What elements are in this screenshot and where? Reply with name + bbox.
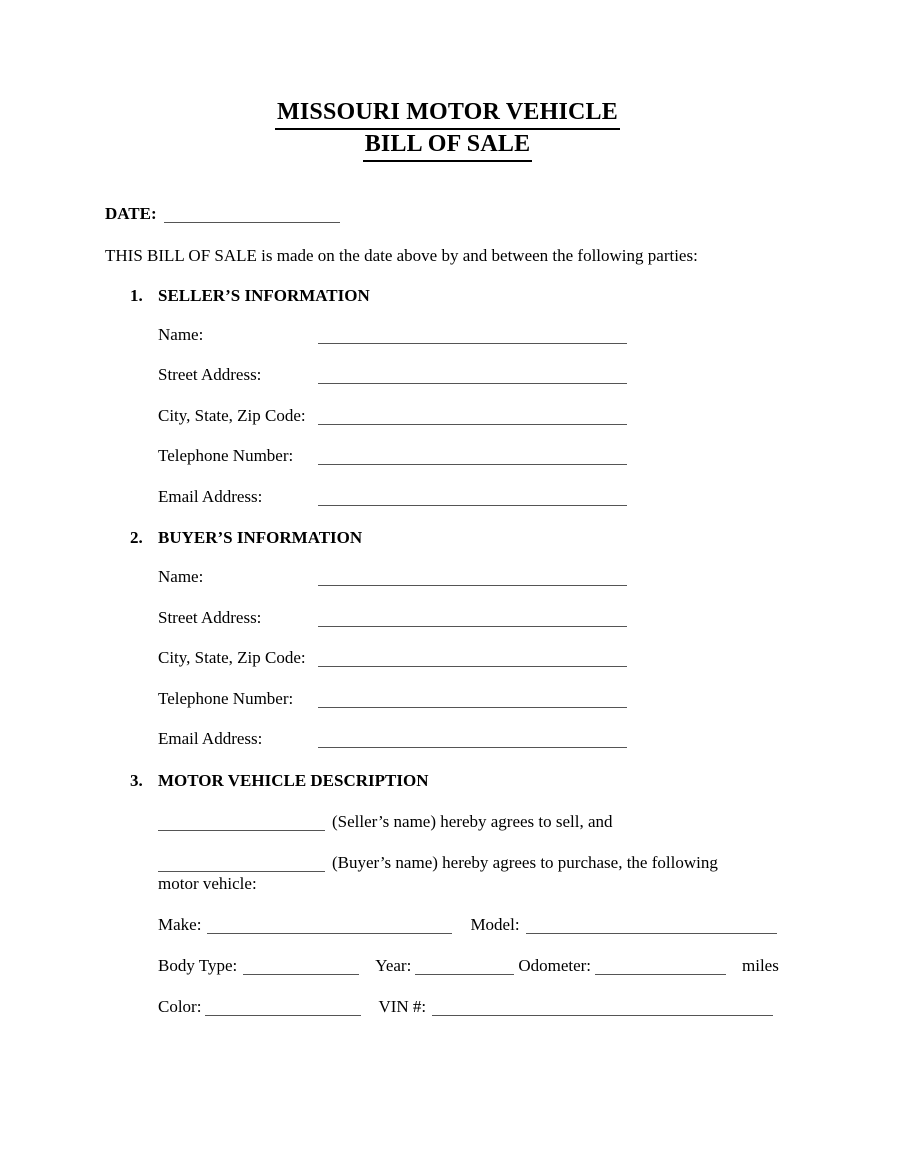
color-vin-row	[158, 997, 790, 1017]
section-2-heading	[105, 528, 790, 548]
seller-name-field-line[interactable]	[318, 330, 627, 344]
buyer-clause-text: (Buyer’s name) hereby agrees to purchase, the following	[332, 852, 718, 872]
seller-clause-row	[158, 811, 790, 832]
buyer-clause-row	[158, 852, 790, 873]
seller-street-row	[158, 366, 790, 384]
buyer-name-label: Name:	[158, 567, 204, 587]
vehicle-description-body	[158, 811, 790, 1017]
buyer-street-label: Street Address:	[158, 607, 262, 627]
vin-label: VIN #:	[378, 996, 427, 1016]
buyer-phone-row	[158, 690, 790, 708]
make-label: Make:	[158, 914, 202, 934]
seller-email-field-line[interactable]	[318, 492, 627, 506]
buyer-street-field-line[interactable]	[318, 613, 627, 627]
section-3-title: MOTOR VEHICLE DESCRIPTION	[158, 770, 429, 790]
vin-field-line[interactable]	[432, 1002, 773, 1016]
seller-fields	[158, 326, 790, 506]
model-label: Model:	[470, 914, 520, 934]
section-1-number: 1.	[130, 285, 143, 305]
body-type-label: Body Type:	[158, 955, 238, 975]
seller-email-row	[158, 488, 790, 506]
seller-phone-row	[158, 447, 790, 465]
model-field-line[interactable]	[526, 920, 777, 934]
buyer-email-field-line[interactable]	[318, 734, 627, 748]
buyer-fields	[158, 568, 790, 748]
seller-city-label: City, State, Zip Code:	[158, 405, 306, 425]
color-label: Color:	[158, 996, 202, 1016]
seller-street-field-line[interactable]	[318, 370, 627, 384]
section-1-title: SELLER’S INFORMATION	[158, 285, 370, 305]
buyer-name-field-line[interactable]	[318, 572, 627, 586]
year-field-line[interactable]	[415, 961, 514, 975]
seller-city-row	[158, 407, 790, 425]
buyer-city-label: City, State, Zip Code:	[158, 648, 306, 668]
section-2-number: 2.	[130, 528, 143, 548]
buyer-email-row	[158, 730, 790, 748]
section-1-heading	[105, 286, 790, 306]
seller-city-field-line[interactable]	[318, 411, 627, 425]
date-field-line[interactable]	[164, 209, 340, 223]
document-title-line2: BILL OF SALE	[363, 130, 533, 162]
buyer-phone-label: Telephone Number:	[158, 688, 294, 708]
section-3-heading	[105, 771, 790, 791]
buyer-city-field-line[interactable]	[318, 653, 627, 667]
make-field-line[interactable]	[207, 920, 452, 934]
seller-name-blank-line[interactable]	[158, 817, 325, 831]
intro-text: THIS BILL OF SALE is made on the date above by and between the following parties:	[105, 245, 698, 265]
seller-phone-field-line[interactable]	[318, 451, 627, 465]
section-2-title: BUYER’S INFORMATION	[158, 528, 363, 548]
seller-name-row	[158, 326, 790, 344]
buyer-street-row	[158, 609, 790, 627]
color-field-line[interactable]	[205, 1002, 361, 1016]
document-title	[105, 98, 790, 162]
section-3-number: 3.	[130, 770, 143, 790]
buyer-phone-field-line[interactable]	[318, 694, 627, 708]
buyer-city-row	[158, 649, 790, 667]
date-row	[105, 204, 790, 224]
buyer-name-blank-line[interactable]	[158, 858, 325, 872]
odometer-label: Odometer:	[518, 955, 592, 975]
miles-unit-label: miles	[742, 955, 779, 975]
odometer-field-line[interactable]	[595, 961, 726, 975]
make-model-row	[158, 915, 790, 935]
seller-phone-label: Telephone Number:	[158, 446, 294, 466]
seller-email-label: Email Address:	[158, 486, 263, 506]
bodytype-year-odometer-row	[158, 956, 790, 976]
date-label: DATE:	[105, 203, 157, 223]
document-title-line1: MISSOURI MOTOR VEHICLE	[275, 98, 620, 130]
buyer-email-label: Email Address:	[158, 729, 263, 749]
year-label: Year:	[375, 955, 412, 975]
buyer-name-row	[158, 568, 790, 586]
body-type-field-line[interactable]	[243, 961, 359, 975]
seller-clause-text: (Seller’s name) hereby agrees to sell, and	[332, 811, 613, 831]
seller-name-label: Name:	[158, 324, 204, 344]
buyer-clause-continuation: motor vehicle:	[158, 873, 257, 893]
seller-street-label: Street Address:	[158, 365, 262, 385]
